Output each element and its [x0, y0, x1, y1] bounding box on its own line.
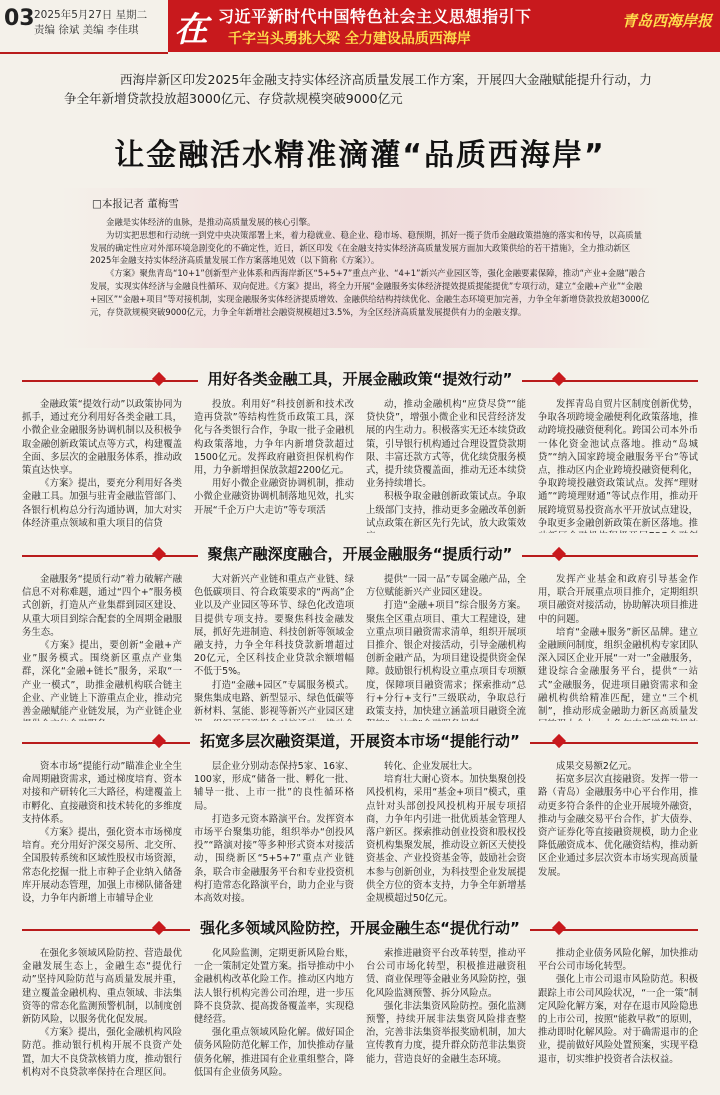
column-title: 习近平新时代中国特色社会主义思想指引下	[218, 7, 532, 26]
section-service	[0, 541, 720, 571]
section-heading	[0, 728, 720, 758]
paragraph: 强化上市公司退市风险防范。积极跟踪上市公司风险状况，“一企一策”制定风险化解方案，对存在退市风险隐患的上市公司，按照“能救早救”的原则，推动即时化解风险。对于确需退市的企业，提前做好风险处置预案，实现平稳退市，切实维护投资者合法权益。	[538, 974, 698, 1065]
paragraph: 《方案》提出，要创新“金融+产业”服务模式。围绕新区重点产业集群，深化“金融+链长”服务，采取“一产业一模式”，助推金融机构联合链主企业、产业链上下游重点企业，推动完善金融赋能产业链发展，为产业链企业	[22, 640, 182, 718]
section-title: 聚焦产融深度融合，开展金融服务“提质行动”	[198, 545, 523, 563]
paragraph: 索推进融资平台改革转型，推动平台公司市场化转型，积极推进融资租赁、商业保理等金融业务风险防控，强化风险监测预警、拆分风险点。	[366, 948, 526, 999]
text-column	[366, 398, 526, 533]
section-title: 拓宽多层次融资渠道，开展资本市场“提能行动”	[190, 732, 530, 750]
paragraph: 大对新兴产业链和重点产业链、绿色低碳项目、符合政策要求的“两高”企业以及产业园区等环节、绿色化改造项目提供专项支持。要聚焦科技金融发展，抓好先进制造、科技创新等领域金融支持，力争全年科技贷款新增超过20亿元，全区科技企业贷款余额增幅不低于5%。	[194, 574, 354, 678]
section-heading	[0, 366, 720, 396]
paragraph: 用好小微企业融资协调机制，推动小微企业融资协调机制落地见效，扎实开展“千企万户大走访”等专项活	[194, 478, 354, 516]
article-subtitle: 西海岸新区印发2025年金融支持实体经济高质量发展工作方案，开展四大金融赋能提升行动，力争全年新增贷款投放超3000亿元、存贷款规模突破9000亿元	[64, 72, 652, 106]
text-column	[538, 760, 698, 908]
section-body	[22, 760, 698, 908]
summary-text	[90, 216, 650, 318]
paragraph: 强化重点领域风险化解。做好国企债务风险防范化解工作，加快推动存量债务化解，推进国有企业重组整合，降低国有企业债务风险。	[194, 1027, 354, 1078]
summary-paragraph: 金融是实体经济的血脉，是推动高质量发展的核心引擎。	[106, 217, 316, 227]
paragraph: 资本市场“提能行动”瞄准企业全生命周期融资需求，通过梯度培育、资本对接和产研转化三大路径，构建覆盖上市孵化、直接融资和技术转化的多维度支持体系。	[22, 761, 182, 825]
paragraph: 发挥青岛自贸片区制度创新优势，争取各项跨境金融便利化政策落地，推动跨境投融资便利化。跨国公司本外币一体化资金池试点落地。推动“岛城贷”“纳入国家跨境金融服务平台”等试点，推动区内企业跨境投融资便利化，争取跨境投融资政策试点。发挥“理财通”“跨境理财通”等试点作用，推动开展跨境贸易投资高水平开放试点建设，争取更多金融创新政策在新区落地。推	[538, 399, 698, 529]
text-column	[194, 573, 354, 721]
editor-credits: 责编 徐斌 美编 李佳琪	[34, 24, 139, 36]
section-capital	[0, 728, 720, 758]
header-meta	[0, 0, 168, 54]
text-column	[22, 573, 182, 721]
text-column	[538, 947, 698, 1092]
section-title: 强化多领域风险防控，开展金融生态“提优行动”	[190, 919, 530, 937]
paragraph: 《方案》提出，强化资本市场梯度培育。充分用好沪深交易所、北交所、全国股转系统和区域性股权市场资源，常态化挖掘一批上市种子企业纳入储备库开展动态管理，加强上市梯队储备建设，力争年内新增上市辅导企业	[22, 827, 182, 905]
paragraph: 打造多元资本路演平台。发挥资本市场平台聚集功能，组织举办“创投风投”“路演对接”等多种形式资本对接活动，围绕新区“5+5+7”重点产业链条，联合市金融服务平台和专业投资机构打造常态化路演平台，助力企业与资本高效对接。	[194, 813, 354, 905]
paragraph: 培育壮大耐心资本。加快集聚创投风投机构，采用“基金+项目”模式，重点针对头部创投风投机构开展专项招商，力争年内引进一批优质基金管理人落户新区。探索推动创业投资和股权投资机构集聚发展，推动设立新区天使投资基金、产业投资基金等，鼓励社会资本参与创新创业，为科技型企业发展提供全方位的资本支持，力争全年新增基金规模超过50亿元。	[366, 774, 526, 905]
text-column	[194, 398, 354, 533]
paragraph: 《方案》提出，要充分利用好各类金融工具。加强与驻青金融监管部门、各银行机构总分行沟通协调，加大对实体经济重点领域和重大项目的信贷	[22, 478, 182, 529]
text-column	[194, 760, 354, 908]
paragraph: 发挥产业基金和政府引导基金作用，联合开展重点项目推介，定期组织项目融资对接活动，协助解决项目推进中的问题。	[538, 574, 698, 625]
paragraph: 培育“金融+服务”新区品牌。建立金融顾问制度，组织金融机构专家团队深入园区企业开展“一对一”金融服务，建设综合金融服务平台，提供“一站式”金融服务，促进项目融资需求和金融机构供给精准匹配，建立“三个机制”，推动形成金融助力新区高质量发	[538, 626, 698, 718]
summary-paragraph: 《方案》聚焦青岛“10+1”创新型产业体系和西海岸新区“5+5+7”重点产业、“4+1”新兴产业园区等，强化金融要素保障，推动“产业+金融”融合发展，实现实体经济与金融良性循环、双向促进。《方案》提出，将全力开展“金融服务实体经济提效提质提能提优”专项行动，建立“金融+产业”“金融+园区”“金融+项目”等对接机制，实现金融服务实体经济提质增效、金融供给结构持续优化、金融生态环境更加完善，力争全年新增贷款投放超3000亿元，存贷款规模突破9000亿元，力争全年新增社会融资规模超过3.5%，为全区经济高质量发展提供有力的金融支撑。	[90, 268, 650, 317]
issue-date: 2025年5月27日 星期二	[34, 9, 148, 21]
section-body	[22, 573, 698, 721]
paragraph: 化风险监测，定期更新风险台账，一企一策制定处置方案。指导推动中小金融机构改革化险工作。推动区内地方法人银行机构完善公司治理，进一步压降不良贷款、提高拨备覆盖率，实现稳健经营。	[194, 948, 354, 1026]
paragraph: 强化非法集资风险防控。强化监测预警，持续开展非法集资风险排查整治，完善非法集资举报奖励机制，加大宣传教育力度，提升群众防范非法集资能力，营造良好的金融生态环境。	[366, 1000, 526, 1065]
byline: □本报记者 董梅雪	[92, 198, 179, 210]
text-column	[22, 760, 182, 908]
paragraph: 《方案》提出，强化金融机构风险防范。推动银行机构开展不良资产处置，加大不良贷款核销力度，推动银行机构对不良贷款率保持在合理区间。	[22, 1027, 182, 1078]
paragraph: 打造“金融+园区”专属服务模式。聚焦集成电路、新型显示、绿色低碳等新材料、氢能、影视等新兴产业园区建	[194, 679, 354, 718]
section-title: 用好各类金融工具，开展金融政策“提效行动”	[198, 370, 523, 388]
text-column	[194, 947, 354, 1092]
paragraph: 拓宽多层次直接融资。发挥一带一路（青岛）金融服务中心平台作用，推动更多符合条件的企业开展境外融资，推动与金融交易平台合作，扩大债券、资产证券化等直接融资规模，助力企业降低融资成本、优化融资结构，推动新区企业通过多层次资本市场实现高质量发展。	[538, 774, 698, 878]
banner-calligraphy: 在	[174, 10, 208, 50]
text-column	[366, 573, 526, 721]
paragraph: 投放。利用好“科技创新和技术改造再贷款”等结构性货币政策工具，深化与各类银行合作，争取一批子金融机构政策落地，力争年内新增贷款超过1500亿元。发挥政府融资担保机构作用，力争新增担保放款超2200亿元。	[194, 399, 354, 477]
paragraph: 在强化多领域风险防控、营造最优金融发展生态上，金融生态“提优行动”坚持风险防范与高质量发展并重，建立覆盖金融机构、重点领域、非法集资等的常态化监测预警机制，以制度创新防风险，以服务优化促发展。	[22, 948, 182, 1026]
paragraph: 成果交易额2亿元。	[556, 761, 637, 772]
text-column	[538, 398, 698, 533]
paragraph: 推动企业债务风险化解，加快推动平台公司市场化转型。	[538, 948, 698, 973]
section-body	[22, 947, 698, 1092]
page-number: 03	[4, 6, 35, 31]
section-heading	[0, 541, 720, 571]
text-column	[366, 760, 526, 908]
paragraph: 金融政策“提效行动”以政策协同为抓手，通过充分利用好各类金融工具，小微企业金融服务协调机制以及积极争取金融创新政策试点等方式，构建覆盖全面、多层次的金融服务体系，推动政策直达快享。	[22, 399, 182, 477]
summary-paragraph: 为切实把思想和行动统一到党中央决策部署上来，着力稳就业、稳企业、稳市场、稳预期，抓好一揽子货币金融政策措施的落实和传导，以高质量发展的确定性应对外部环境急剧变化的不确定性，近日，新区印发《在金融支持实体经济高质量发展方面加大政策供给的若干措施》，全力推动新区2025年金融支持实体经济高质量发展工作方案落地见效（以下简称《方案》）。	[90, 229, 642, 266]
text-column	[22, 947, 182, 1092]
paragraph: 打造“金融+项目”综合服务方案。聚焦全区重点项目、重大工程建设，建立重点项目融资需求清单，组织开展项目推介、银企对接活动，引导金融机构创新金融产品，为项目建设提供资金保障。鼓励银行机构设立重点项目专项额度，保障项目融资需求；探索推动“总行+分行+支行”三级联动，争取总行政策支持，加快建立涵盖项目融资全流	[366, 600, 526, 718]
newspaper-brand: 青岛西海岸报	[621, 12, 712, 30]
column-subtitle: 千字当头勇挑大梁 全力建设品质西海岸	[228, 31, 471, 47]
text-column	[22, 398, 182, 533]
paragraph: 动，推动金融机构“应贷尽贷”“能贷快贷”，增强小微企业和民营经济发展的内生动力。积极落实无还本续贷政策，引导银行机构通过合理设置贷款期限、丰富还款方式等，优化续贷服务模式，提升续贷覆盖面，推动无还本续贷业务持续增长。	[366, 399, 526, 490]
paragraph: 提供“一园一品”专属金融产品，全方位赋能新兴产业园区建设。	[366, 574, 526, 599]
section-heading	[0, 915, 720, 945]
page-header	[0, 0, 720, 52]
text-column	[366, 947, 526, 1092]
paragraph: 层企业分别动态保持5家、16家、100家，形成“储备一批、孵化一批、辅导一批、上市一批”的良性循环格局。	[194, 761, 354, 812]
paragraph: 金融服务“提质行动”着力破解产融信息不对称难题，通过“四个+”服务模式创新，打造从产业集群到园区建设、从重大项目到综合配套的全周期金融服务生态。	[22, 574, 182, 638]
paragraph: 积极争取金融创新政策试点。争取上级部门支持，推动更多金融改革创新试点政策在新区先行先试，放大政策效	[366, 491, 526, 529]
paragraph: 转化、企业发展壮大。	[384, 761, 478, 772]
text-column	[538, 573, 698, 721]
article-title: 让金融活水精准滴灌“品质西海岸”	[114, 138, 606, 173]
article-summary-box	[60, 188, 660, 348]
column-banner	[168, 0, 720, 52]
section-risk	[0, 915, 720, 945]
section-policy	[0, 366, 720, 396]
section-body	[22, 398, 698, 533]
